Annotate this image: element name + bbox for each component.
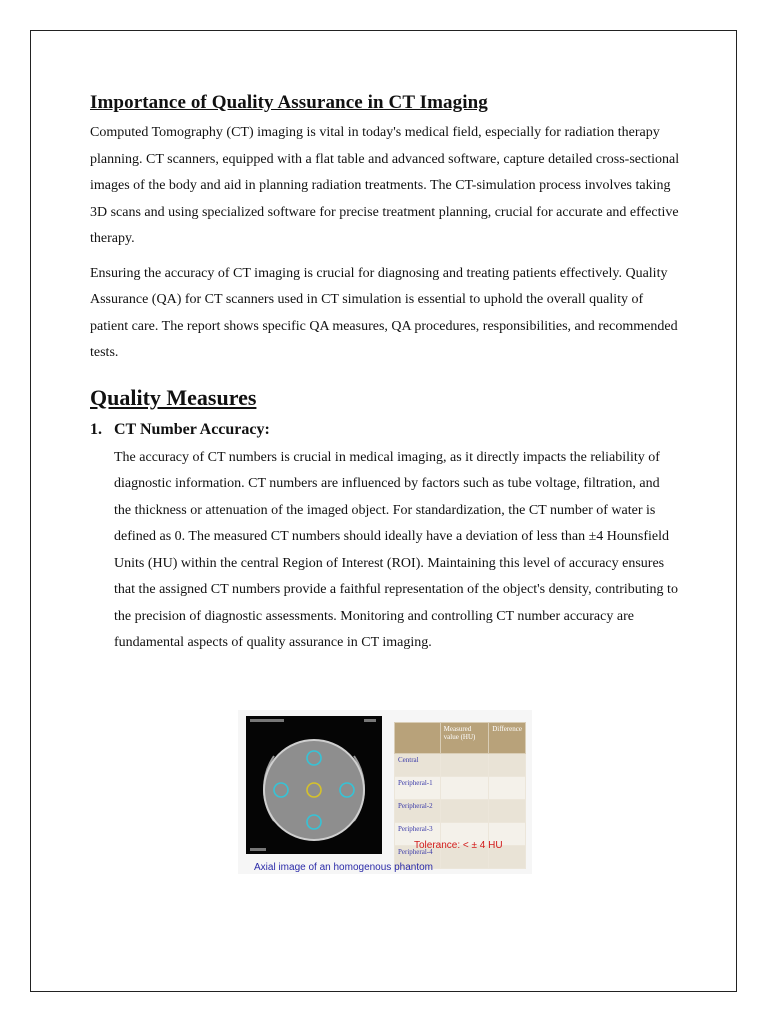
- table-header-difference: Difference: [489, 723, 526, 754]
- table-row: [395, 777, 526, 800]
- item-paragraph: The accuracy of CT numbers is crucial in medical imaging, as it directly impacts the reliability of diagnostic information. CT numbers are influenced by factors such as tube voltage, filtration, and the thickness or attenuation of the imaged object. For standardization, the CT number of water is defined as 0. The measured CT numbers should ideally have a deviation of less than ±4 Hounsfield Units (HU) within the central Region of Interest (ROI). Maintaining this level of accuracy ensures that the assigned CT numbers provide a faithful representation of the object's density, contributing to the precision of diagnostic assessments. Monitoring and controlling CT number accuracy are fundamental aspects of quality assurance in CT imaging.: [114, 449, 678, 650]
- intro-paragraph-2: Ensuring the accuracy of CT imaging is crucial for diagnosing and treating patients effectively. Quality Assurance (QA) for CT scanners used in CT simulation is essential to uphold the overall quality of patient care. The report shows specific QA measures, QA procedures, responsibilities, and recommended tests.: [90, 265, 678, 360]
- table-row: [395, 754, 526, 777]
- table-row-label: Central: [395, 754, 441, 777]
- intro-paragraph-1: Computed Tomography (CT) imaging is vital in today's medical field, especially for radiation therapy planning. CT scanners, equipped with a flat table and advanced software, capture detailed cross-sectional images of the body and aid in planning radiation treatments. The CT-simulation process involves taking 3D scans and using specialized software for precise treatment planning, crucial for accurate and effective therapy.: [90, 125, 680, 246]
- phantom-image: [246, 716, 382, 854]
- item-heading: [90, 421, 680, 439]
- phantom-figure: [238, 710, 532, 874]
- ct-axial-image: [246, 716, 382, 854]
- document-body: [90, 92, 680, 657]
- table-row-label: Peripheral-3: [395, 823, 441, 846]
- section-title: Quality Measures: [90, 384, 257, 410]
- table-header-blank: [395, 723, 441, 754]
- table-row: [395, 800, 526, 823]
- document-title: Importance of Quality Assurance in CT Imaging: [90, 92, 488, 113]
- item-number: 1.: [90, 420, 102, 438]
- table-row-label: Peripheral-1: [395, 777, 441, 800]
- figure-caption: Axial image of an homogenous phantom: [254, 862, 434, 873]
- table-row-label: Peripheral-2: [395, 800, 441, 823]
- tolerance-label: Tolerance: < ± 4 HU: [414, 840, 503, 851]
- item-title: CT Number Accuracy:: [114, 420, 270, 438]
- phantom-disc: [264, 740, 364, 840]
- table-row-label: Peripheral-4: [395, 846, 441, 869]
- table-header-measured: Measured value (HU): [440, 723, 489, 754]
